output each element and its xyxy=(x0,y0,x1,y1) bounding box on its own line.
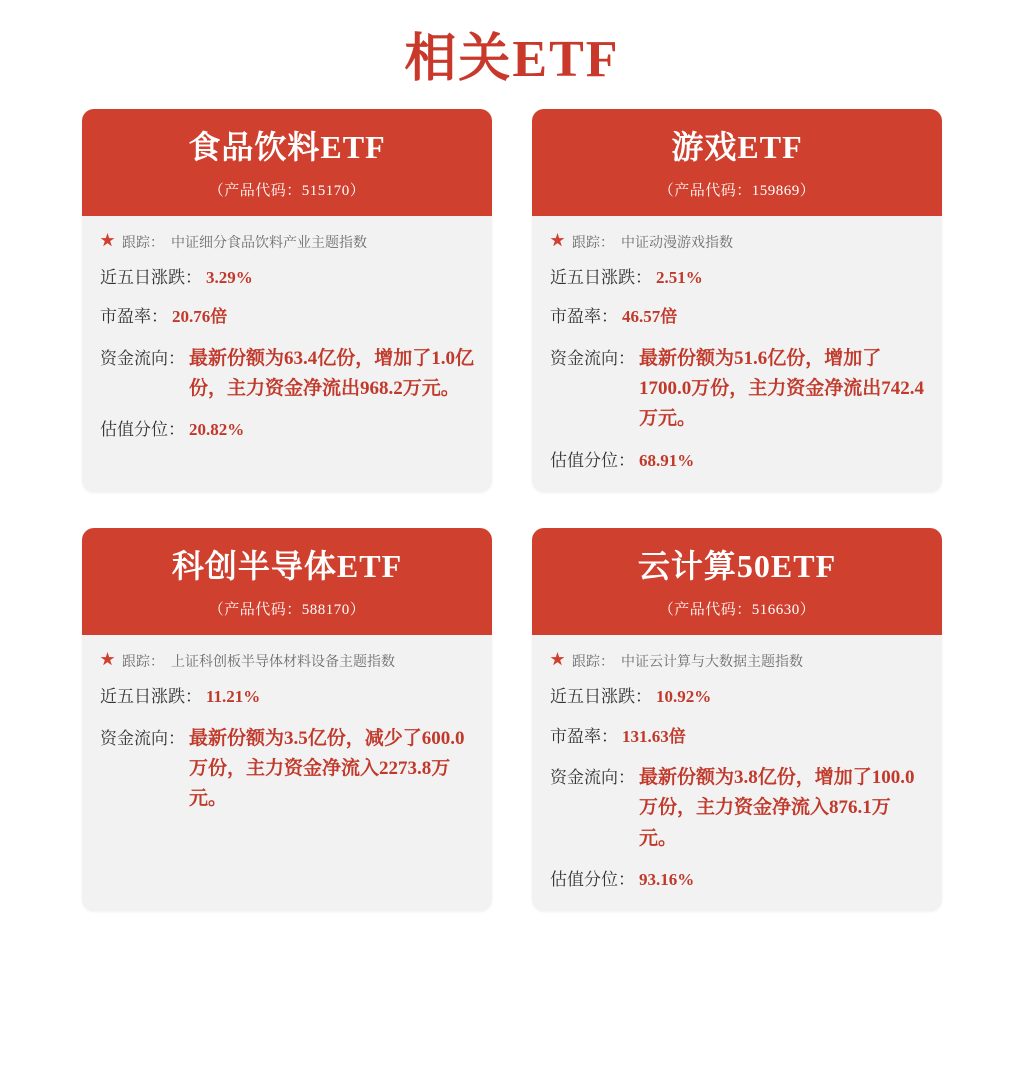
code-value: 159869 xyxy=(751,183,800,199)
change5d-row xyxy=(550,265,924,291)
etf-name: 游戏ETF xyxy=(671,129,803,165)
etf-card-body xyxy=(82,635,492,911)
change5d-value: 3.29% xyxy=(206,268,253,287)
change5d-label: 近五日涨跌： xyxy=(100,268,202,287)
track-label: 跟踪： xyxy=(572,236,615,251)
change5d-label: 近五日涨跌： xyxy=(550,268,652,287)
change5d-value: 2.51% xyxy=(656,268,703,287)
code-suffix: ） xyxy=(799,602,816,619)
fund-flow-label: 资金流向： xyxy=(100,728,185,748)
star-icon: ★ xyxy=(550,233,566,249)
valuation-label: 估值分位： xyxy=(550,450,635,470)
track-label: 跟踪： xyxy=(572,655,615,671)
fund-flow-value: 最新份额为3.8亿份，增加了100.0万份，主力资金净流入876.1万元。 xyxy=(639,766,915,849)
etf-code xyxy=(542,179,932,200)
fund-flow-row xyxy=(550,763,924,854)
valuation-row xyxy=(550,448,924,474)
track-index-row xyxy=(550,230,924,252)
etf-name: 云计算50ETF xyxy=(637,548,837,585)
code-suffix: ） xyxy=(349,602,366,619)
pe-row xyxy=(100,304,474,330)
change5d-row xyxy=(100,684,474,710)
code-suffix: ） xyxy=(349,183,366,199)
pe-row xyxy=(550,724,924,750)
track-index-row xyxy=(100,230,474,252)
change5d-label: 近五日涨跌： xyxy=(550,687,652,707)
etf-code xyxy=(92,598,482,619)
fund-flow-row xyxy=(100,344,474,405)
change5d-value: 11.21% xyxy=(206,687,261,707)
valuation-label: 估值分位： xyxy=(100,420,185,440)
code-prefix: （产品代码： xyxy=(208,602,302,619)
valuation-value: 68.91% xyxy=(639,450,695,470)
etf-card[interactable] xyxy=(82,528,492,911)
star-icon: ★ xyxy=(550,652,566,669)
track-index-row xyxy=(550,649,924,671)
change5d-value: 10.92% xyxy=(656,687,712,707)
etf-name: 食品饮料ETF xyxy=(188,129,386,165)
fund-flow-value: 最新份额为3.5亿份，减少了600.0万份，主力资金净流入2273.8万元。 xyxy=(189,727,465,810)
pe-value: 131.63倍 xyxy=(622,726,686,746)
pe-label: 市盈率： xyxy=(550,307,618,327)
code-value: 516630 xyxy=(751,602,800,619)
etf-card-grid xyxy=(0,101,1024,941)
change5d-label: 近五日涨跌： xyxy=(100,687,202,707)
code-value: 588170 xyxy=(301,602,350,619)
fund-flow-label: 资金流向： xyxy=(550,767,635,787)
etf-name: 科创半导体ETF xyxy=(171,548,403,585)
etf-code xyxy=(542,598,932,619)
star-icon: ★ xyxy=(100,652,116,669)
change5d-row xyxy=(550,684,924,710)
pe-label: 市盈率： xyxy=(100,307,168,327)
pe-label: 市盈率： xyxy=(550,726,618,746)
fund-flow-row xyxy=(100,724,474,815)
star-icon: ★ xyxy=(100,233,116,249)
track-label: 跟踪： xyxy=(122,655,165,671)
track-value: 中证动漫游戏指数 xyxy=(621,236,734,251)
track-value: 上证科创板半导体材料设备主题指数 xyxy=(171,655,396,671)
etf-card-header xyxy=(82,109,492,216)
etf-card-header xyxy=(532,528,942,635)
pe-value: 46.57倍 xyxy=(622,307,678,327)
valuation-row xyxy=(550,867,924,893)
track-value: 中证云计算与大数据主题指数 xyxy=(621,655,804,671)
valuation-row xyxy=(100,417,474,443)
code-prefix: （产品代码： xyxy=(208,183,302,199)
fund-flow-label: 资金流向： xyxy=(550,348,635,368)
valuation-label: 估值分位： xyxy=(550,870,635,890)
etf-card-body xyxy=(532,635,942,911)
etf-code xyxy=(92,179,482,200)
page-title: 相关ETF xyxy=(404,31,620,88)
track-value: 中证细分食品饮料产业主题指数 xyxy=(171,236,368,251)
etf-card-header xyxy=(82,528,492,635)
etf-card-header xyxy=(532,109,942,216)
code-value: 515170 xyxy=(301,183,350,199)
etf-card-body xyxy=(532,216,942,492)
valuation-value: 93.16% xyxy=(639,870,695,890)
change5d-row xyxy=(100,265,474,291)
etf-card[interactable] xyxy=(82,109,492,492)
pe-value: 20.76倍 xyxy=(172,307,228,327)
etf-card[interactable] xyxy=(532,528,942,911)
code-suffix: ） xyxy=(799,183,816,199)
fund-flow-value: 最新份额为51.6亿份，增加了1700.0万份，主力资金净流出742.4万元。 xyxy=(639,347,925,430)
code-prefix: （产品代码： xyxy=(658,183,752,199)
track-index-row xyxy=(100,649,474,671)
etf-card[interactable] xyxy=(532,109,942,492)
pe-row xyxy=(550,304,924,330)
track-label: 跟踪： xyxy=(122,236,165,251)
fund-flow-value: 最新份额为63.4亿份，增加了1.0亿份，主力资金净流出968.2万元。 xyxy=(189,347,475,400)
fund-flow-row xyxy=(550,344,924,435)
fund-flow-label: 资金流向： xyxy=(100,348,185,368)
code-prefix: （产品代码： xyxy=(658,602,752,619)
valuation-value: 20.82% xyxy=(189,420,245,440)
etf-card-body xyxy=(82,216,492,492)
